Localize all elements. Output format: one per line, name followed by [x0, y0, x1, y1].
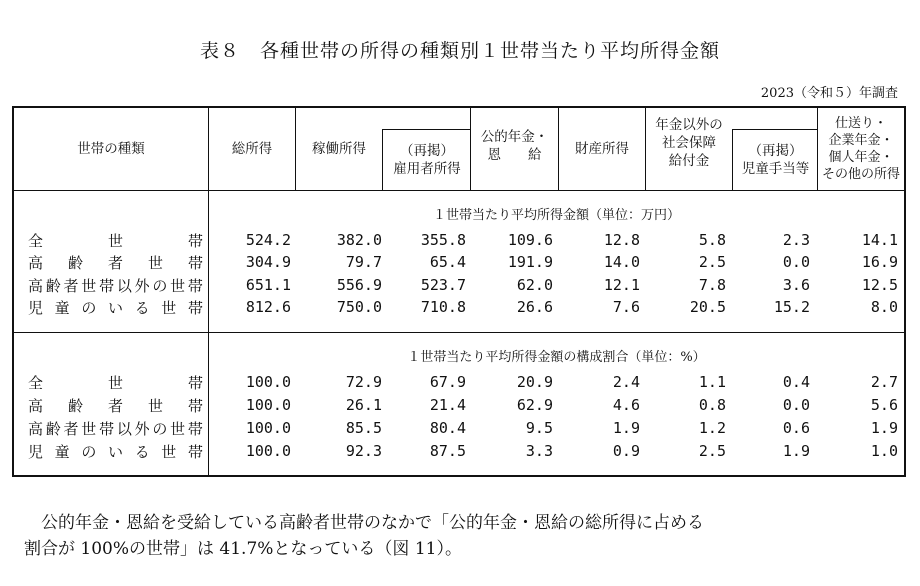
table-cell: 0.4: [782, 373, 810, 391]
table-cell: 7.8: [698, 276, 726, 294]
table-cell: 62.0: [516, 276, 553, 294]
table-cell: 1.9: [870, 419, 898, 437]
header-child-reprint: （再掲）: [748, 143, 803, 159]
section-divider: [14, 332, 904, 333]
header-social-line3: 給付金: [668, 153, 710, 169]
header-other-income: [818, 108, 904, 190]
table-cell: 12.1: [603, 276, 640, 294]
header-child-label: 児童手当等: [741, 161, 810, 177]
table-cell: 524.2: [245, 231, 291, 249]
table-row: [14, 251, 904, 273]
paragraph-line-2: 割合が 100%の世帯」は 41.7%となっている（図 11）。: [24, 539, 462, 559]
table-cell: 556.9: [336, 276, 382, 294]
table-cell: 1.1: [698, 373, 726, 391]
header-earned-label: 稼働所得: [312, 141, 366, 157]
section-title: １世帯当たり平均所得金額の構成割合（単位：%）: [407, 350, 706, 365]
header-employee-label: 雇用者所得: [393, 161, 461, 177]
row-label: 高 齢 者 世 帯 以 外 の 世 帯: [28, 276, 203, 295]
table-cell: 67.9: [429, 373, 466, 391]
table-cell: 92.3: [345, 442, 382, 460]
table-cell: 1.0: [870, 442, 898, 460]
table-row: [14, 440, 904, 462]
table-cell: 191.9: [507, 253, 553, 271]
table-row: [14, 229, 904, 251]
table-header: [14, 108, 904, 191]
table-cell: 355.8: [420, 231, 466, 249]
table-cell: 72.9: [345, 373, 382, 391]
header-other-line1: 仕送り・: [834, 116, 887, 131]
table-cell: 87.5: [429, 442, 466, 460]
table-row: [14, 394, 904, 416]
table-row: [14, 296, 904, 318]
table-cell: 651.1: [245, 276, 291, 294]
table-cell: 8.0: [870, 298, 898, 316]
table-cell: 14.0: [603, 253, 640, 271]
header-social-line2: 社会保障: [662, 135, 716, 151]
header-social-line1: 年金以外の: [655, 117, 723, 133]
table-cell: 1.2: [698, 419, 726, 437]
row-label: 高 齢 者 世 帯: [28, 396, 203, 415]
table-cell: 15.2: [773, 298, 810, 316]
header-other-line3: 個人年金・: [828, 150, 894, 165]
table-cell: 109.6: [507, 231, 553, 249]
table-cell: 80.4: [429, 419, 466, 437]
table-cell: 382.0: [336, 231, 382, 249]
table-title: 表８ 各種世帯の所得の種類別１世帯当たり平均所得金額: [199, 40, 720, 62]
table-cell: 4.6: [612, 396, 640, 414]
table-cell: 7.6: [612, 298, 640, 316]
table-cell: 2.7: [870, 373, 898, 391]
table-cell: 0.6: [782, 419, 810, 437]
table-row: [14, 274, 904, 296]
row-label: 児 童 の い る 世 帯: [28, 298, 203, 317]
header-social-security: [646, 108, 818, 190]
table-cell: 20.5: [689, 298, 726, 316]
header-pension: [471, 108, 559, 190]
table-row: [14, 417, 904, 439]
table-cell: 3.6: [782, 276, 810, 294]
body-paragraph: [24, 510, 914, 562]
header-other-line4: その他の所得: [821, 167, 900, 182]
table-cell: 85.5: [345, 419, 382, 437]
table-cell: 5.8: [698, 231, 726, 249]
table-cell: 1.9: [612, 419, 640, 437]
table-cell: 20.9: [516, 373, 553, 391]
header-other-line2: 企業年金・: [828, 133, 894, 148]
table-cell: 2.5: [698, 442, 726, 460]
row-label: 全 世 帯: [28, 373, 203, 392]
income-table: [12, 106, 906, 477]
survey-year-note: 2023（令和５）年調査: [760, 86, 898, 101]
row-label: 児 童 の い る 世 帯: [28, 442, 203, 461]
table-cell: 0.8: [698, 396, 726, 414]
table-cell: 2.5: [698, 253, 726, 271]
table-cell: 304.9: [245, 253, 291, 271]
table-cell: 26.6: [516, 298, 553, 316]
table-cell: 710.8: [420, 298, 466, 316]
table-cell: 100.0: [245, 373, 291, 391]
table-cell: 100.0: [245, 396, 291, 414]
table-cell: 100.0: [245, 442, 291, 460]
table-cell: 0.0: [782, 396, 810, 414]
table-cell: 0.0: [782, 253, 810, 271]
table-cell: 62.9: [516, 396, 553, 414]
table-cell: 100.0: [245, 419, 291, 437]
table-cell: 79.7: [345, 253, 382, 271]
header-property-income: 財産所得: [559, 108, 646, 190]
header-employee-income: [382, 129, 471, 190]
header-pension-line1: 公的年金・: [480, 129, 549, 145]
table-cell: 2.3: [782, 231, 810, 249]
table-cell: 1.9: [782, 442, 810, 460]
header-earned-income: [296, 108, 471, 190]
row-label: 高 齢 者 世 帯: [28, 253, 203, 272]
section-title: １世帯当たり平均所得金額（単位：万円）: [432, 208, 680, 223]
table-cell: 16.9: [861, 253, 898, 271]
table-cell: 14.1: [861, 231, 898, 249]
table-cell: 21.4: [429, 396, 466, 414]
table-cell: 3.3: [525, 442, 553, 460]
table-cell: 0.9: [612, 442, 640, 460]
table-cell: 26.1: [345, 396, 382, 414]
table-cell: 12.5: [861, 276, 898, 294]
table-cell: 2.4: [612, 373, 640, 391]
table-cell: 65.4: [429, 253, 466, 271]
table-row: [14, 371, 904, 393]
table-cell: 12.8: [603, 231, 640, 249]
table-cell: 812.6: [245, 298, 291, 316]
paragraph-line-1: 公的年金・恩給を受給している高齢者世帯のなかで「公的年金・恩給の総所得に占める: [24, 513, 704, 533]
table-cell: 9.5: [525, 419, 553, 437]
table-cell: 750.0: [336, 298, 382, 316]
header-employee-reprint: （再掲）: [400, 143, 454, 159]
header-total-income: 総所得: [209, 108, 296, 190]
header-child-allowance: [732, 129, 818, 190]
header-household-type: 世帯の種類: [14, 108, 209, 190]
row-label: 高 齢 者 世 帯 以 外 の 世 帯: [28, 419, 203, 438]
table-cell: 5.6: [870, 396, 898, 414]
header-pension-line2: 恩 給: [487, 147, 542, 163]
row-label: 全 世 帯: [28, 231, 203, 250]
table-cell: 523.7: [420, 276, 466, 294]
